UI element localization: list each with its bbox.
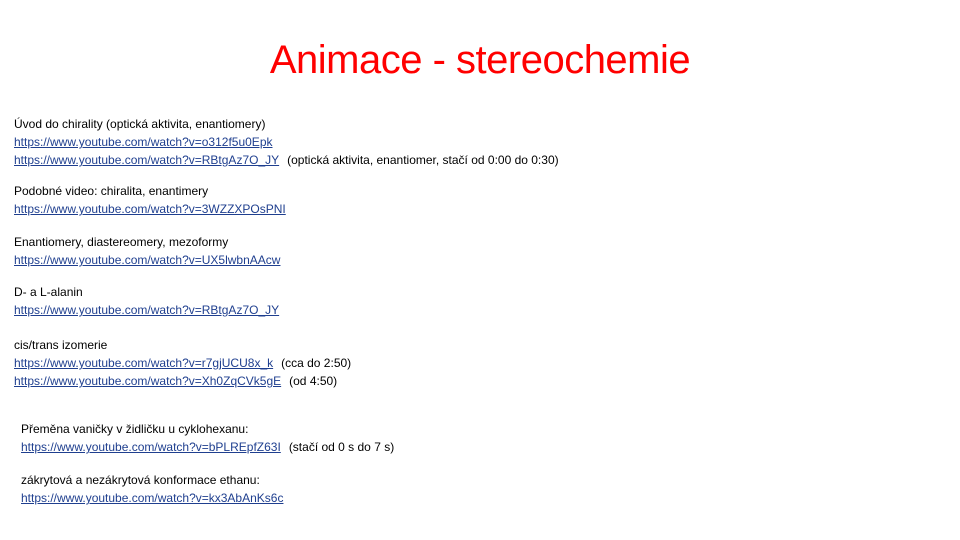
video-link[interactable]: https://www.youtube.com/watch?v=o312f5u0Epk	[14, 135, 273, 149]
link-note: (optická aktivita, enantiomer, stačí od 0:00 do 0:30)	[287, 153, 559, 167]
video-link[interactable]: https://www.youtube.com/watch?v=bPLREpfZ63I	[21, 440, 281, 454]
section-cis-trans	[14, 336, 351, 390]
section-heading: Podobné video: chiralita, enantimery	[14, 184, 209, 198]
link-note: (stačí od 0 s do 7 s)	[288, 440, 395, 454]
section-ethane-conformation	[21, 471, 283, 507]
video-link[interactable]: https://www.youtube.com/watch?v=Xh0ZqCVk5gE	[14, 374, 282, 388]
slide-title: Animace - stereochemie	[269, 38, 691, 82]
link-note: (od 4:50)	[289, 374, 338, 388]
video-link[interactable]: https://www.youtube.com/watch?v=RBtgAz7O_JY	[14, 153, 280, 167]
section-heading: Přeměna vaničky v židličku u cyklohexanu:	[21, 422, 249, 436]
section-cyclohexane	[21, 420, 394, 456]
section-intro-chirality	[14, 115, 559, 169]
video-link[interactable]: https://www.youtube.com/watch?v=r7gjUCU8x_k	[14, 356, 274, 370]
link-note: (cca do 2:50)	[281, 356, 352, 370]
section-heading: zákrytová a nezákrytová konformace ethanu:	[21, 473, 260, 487]
video-link[interactable]: https://www.youtube.com/watch?v=RBtgAz7O_JY	[14, 303, 280, 317]
section-enantiomers-diastereomers	[14, 233, 280, 269]
section-heading: cis/trans izomerie	[14, 338, 108, 352]
section-similar-video	[14, 182, 286, 218]
section-heading: Enantiomery, diastereomery, mezoformy	[14, 235, 229, 249]
video-link[interactable]: https://www.youtube.com/watch?v=kx3AbAnKs6c	[21, 491, 284, 505]
video-link[interactable]: https://www.youtube.com/watch?v=3WZZXPOsPNI	[14, 202, 286, 216]
video-link[interactable]: https://www.youtube.com/watch?v=UX5lwbnAAcw	[14, 253, 281, 267]
section-alanine	[14, 283, 279, 319]
section-heading: Úvod do chirality (optická aktivita, enantiomery)	[14, 117, 266, 131]
section-heading: D- a L-alanin	[14, 285, 83, 299]
